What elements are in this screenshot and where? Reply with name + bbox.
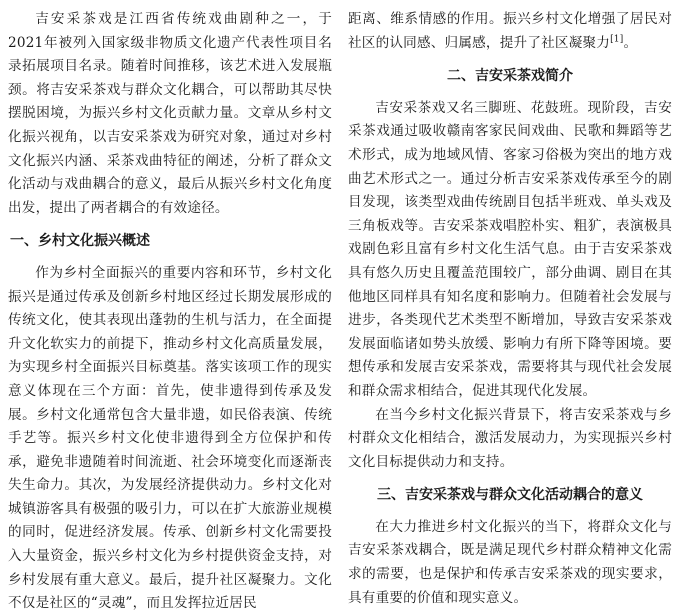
continued-paragraph-text: 距离、维系情感的作用。振兴乡村文化增强了居民对社区的认同感、归属感，提升了社区凝聚力: [348, 11, 672, 51]
continued-paragraph: [348, 8, 672, 55]
section-2-paragraph-2: 在当今乡村文化振兴背景下，将吉安采茶戏与乡村群众文化相结合，激活发展动力，为实现振兴乡村文化目标提供动力和支持。: [348, 406, 672, 470]
section-3-paragraph: 在大力推进乡村文化振兴的当下，将群众文化与吉安采茶戏耦合，既是满足现代乡村群众精神文化需求的需要，也是保护和传承吉安采茶戏的现实要求，具有重要的价值和现实意义。: [348, 518, 672, 606]
section-1-heading: 一、乡村文化振兴概述: [10, 233, 150, 250]
section-1-paragraph: 作为乡村全面振兴的重要内容和环节，乡村文化振兴是通过传承及创新乡村地区经过长期发展形成的传统文化，使其表现出蓬勃的生机与活力，在全面提升文化软实力的前提下，推动乡村文化高质量发展，为实现乡村全面振兴目标奠基。落实该项工作的现实意义体现在三个方面：首先，使非遗得到传承及发展。乡村文化通常包含大量非遗，如民俗表演、传统手艺等。振兴乡村文化使非遗得到全方位保护和传承，避免非遗随着时间流逝、社会环境变化而逐渐丧失生命力。其次，为发展经济提供动力。乡村文化对城镇游客具有极强的吸引力，可以在扩大旅游业规模的同时，促进经济发展。传承、创新乡村文化需要投入大量资金，振兴乡村文化为乡村提供资金支持，对乡村发展有重大意义。最后，提升社区凝聚力。文化不仅是社区的“灵魂”，而且发挥拉近居民: [8, 264, 332, 612]
section-3-heading: 三、吉安采茶戏与群众文化活动耦合的意义: [377, 487, 643, 504]
section-2-heading: 二、吉安采茶戏简介: [447, 68, 573, 85]
section-2-paragraph-1: 吉安采茶戏又名三脚班、花鼓班。现阶段，吉安采茶戏通过吸收赣南客家民间戏曲、民歌和舞蹈等艺术形式，成为地域风情、客家习俗极为突出的地方戏曲艺术形式之一。通过分析吉安采茶戏传承至今的剧目发现，该类型戏曲传统剧目包括半班戏、单头戏及三角板戏等。吉安采茶戏唱腔朴实、粗犷，表演极具戏剧色彩且富有乡村文化生活气息。由于吉安采茶戏具有悠久历史且覆盖范围较广，部分曲调、剧目在其他地区同样具有知名度和影响力。但随着社会发展与进步，各类现代艺术类型不断增加，导致吉安采茶戏发展面临诸如势头放缓、影响力有所下降等困境。要想传承和发展吉安采茶戏，需要将其与现代社会发展和群众需求相结合，促进其现代化发展。: [348, 99, 672, 399]
citation-marker: [1]: [610, 34, 624, 45]
continued-paragraph-end: 。: [623, 34, 638, 51]
left-column: [8, 8, 332, 616]
intro-paragraph: 吉安采茶戏是江西省传统戏曲剧种之一，于2021年被列入国家级非物质文化遗产代表性项目名录拓展项目名录。随着时间推移，该艺术进入发展瓶颈。将吉安采茶戏与群众文化耦合，可以帮助其尽快摆脱困境，为振兴乡村文化贡献力量。文章从乡村文化振兴视角，以吉安采茶戏为研究对象，通过对乡村文化振兴内涵、采茶戏曲特征的阐述，分析了群众文化活动与戏曲耦合的意义，最后从振兴乡村文化角度出发，提出了两者耦合的有效途径。: [8, 11, 332, 216]
right-column: [348, 8, 672, 610]
